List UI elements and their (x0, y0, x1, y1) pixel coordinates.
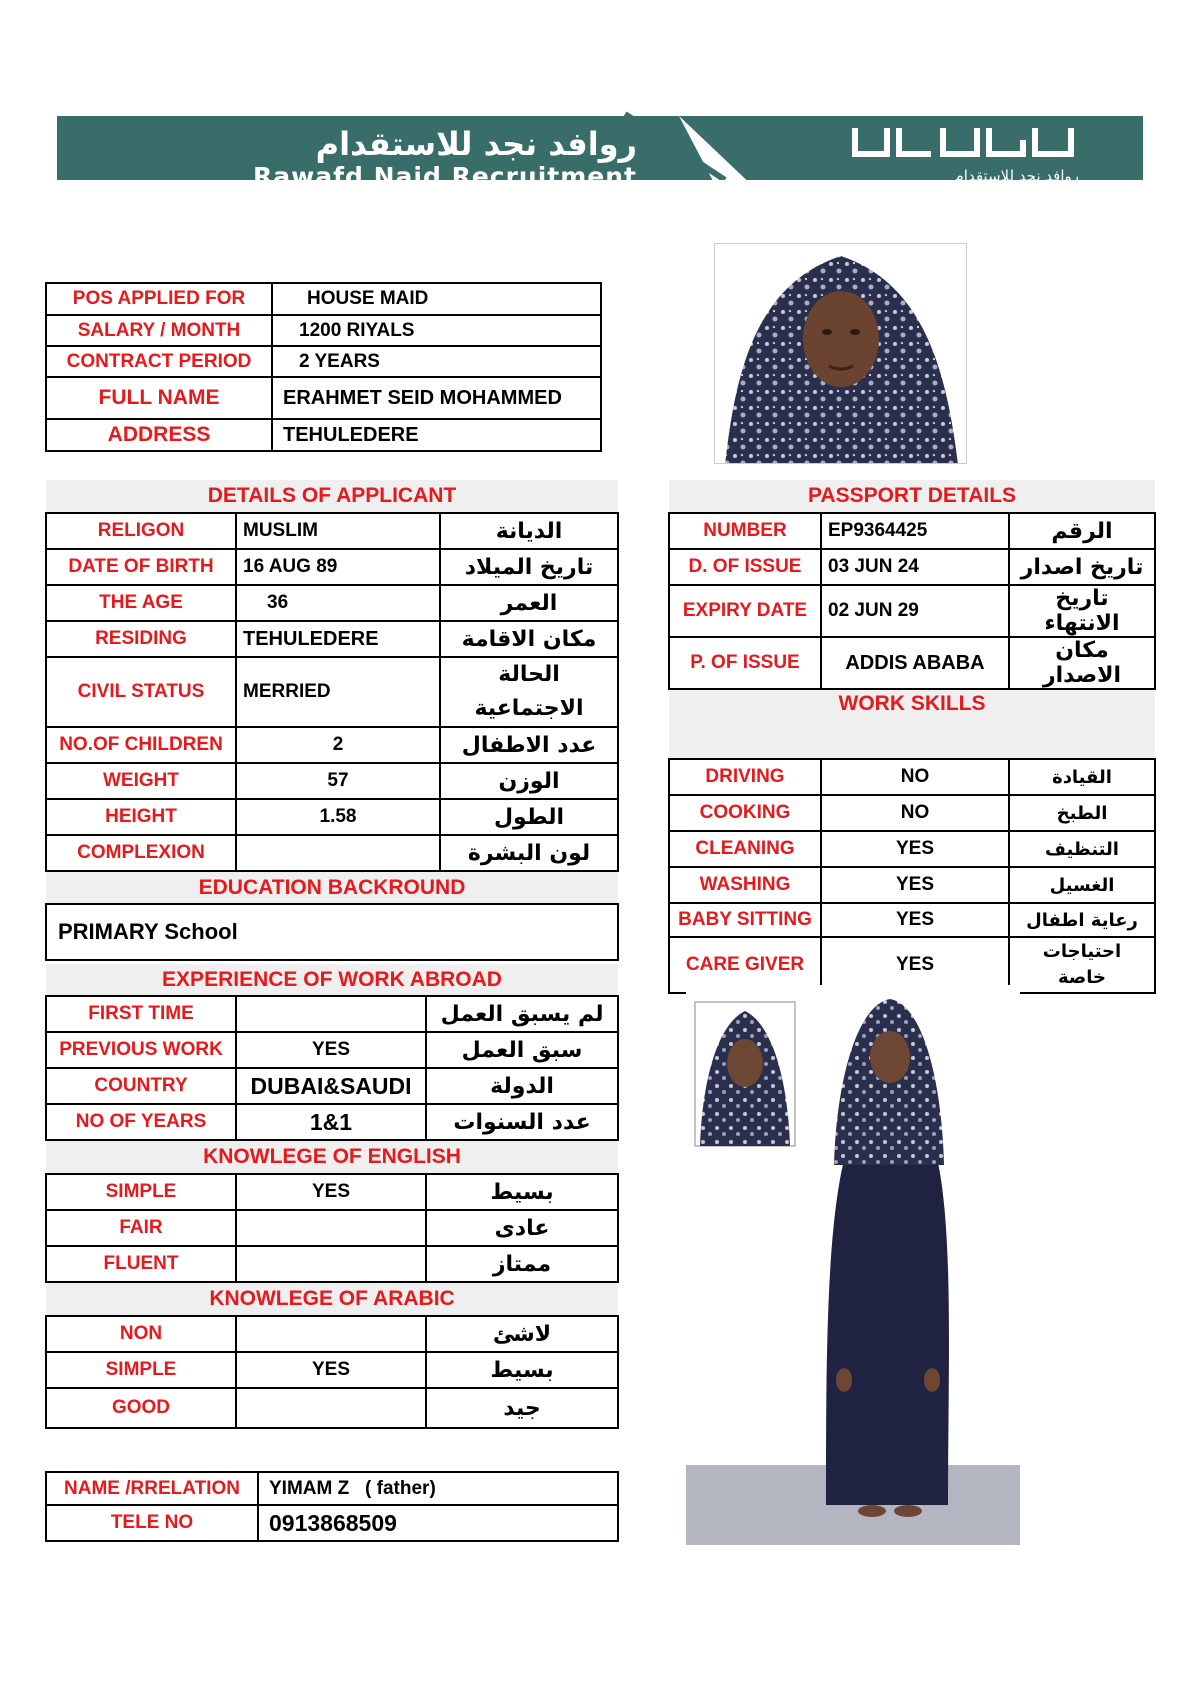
relation-label: NAME /RRELATION (46, 1472, 258, 1505)
arabic-non-value (236, 1316, 426, 1352)
table-row (46, 1505, 618, 1541)
applicant-details-table (45, 480, 619, 961)
religion-label-arabic: الديانة (440, 513, 618, 549)
cooking-label-arabic: الطبخ (1009, 795, 1155, 831)
table-row (46, 799, 618, 835)
years-label: NO OF YEARS (46, 1104, 236, 1140)
applicant-full-body-photo (686, 985, 1020, 1545)
address-label: ADDRESS (46, 419, 272, 451)
table-row (46, 763, 618, 799)
baby-sitting-value: YES (821, 903, 1009, 937)
children-label: NO.OF CHILDREN (46, 727, 236, 763)
dob-label: DATE OF BIRTH (46, 549, 236, 585)
table-row (46, 1472, 618, 1505)
arabic-good-label-arabic: جيد (426, 1388, 618, 1428)
table-row (46, 315, 601, 346)
salary-value: 1200 RIYALS (272, 315, 601, 346)
position-value: HOUSE MAID (272, 283, 601, 315)
section-title: KNOWLEGE OF ARABIC (46, 1282, 618, 1316)
passport-number-label-arabic: الرقم (1009, 513, 1155, 549)
issue-date-label-arabic: تاريخ اصدار (1009, 549, 1155, 585)
age-value: 36 (236, 585, 440, 621)
issue-place-value: ADDIS ABABA (821, 637, 1009, 689)
issue-date-value: 03 JUN 24 (821, 549, 1009, 585)
salary-label: SALARY / MONTH (46, 315, 272, 346)
contract-period-label: CONTRACT PERIOD (46, 346, 272, 377)
age-label: THE AGE (46, 585, 236, 621)
expiry-date-label-arabic: تاريخ الانتهاء (1009, 585, 1155, 637)
table-row (46, 513, 618, 549)
passport-number-value: EP9364425 (821, 513, 1009, 549)
english-fair-value (236, 1210, 426, 1246)
dob-label-arabic: تاريخ الميلاد (440, 549, 618, 585)
table-row (46, 904, 618, 960)
complexion-label: COMPLEXION (46, 835, 236, 871)
table-row (669, 867, 1155, 903)
table-row (46, 1068, 618, 1104)
children-label-arabic: عدد الاطفال (440, 727, 618, 763)
section-title: KNOWLEGE OF ENGLISH (46, 1140, 618, 1174)
english-fluent-label-arabic: ممتاز (426, 1246, 618, 1282)
table-row (46, 1032, 618, 1068)
table-row (46, 621, 618, 657)
driving-value: NO (821, 759, 1009, 795)
table-row (46, 1104, 618, 1140)
baby-sitting-label: BABY SITTING (669, 903, 821, 937)
education-value: PRIMARY School (46, 904, 618, 960)
english-simple-label: SIMPLE (46, 1174, 236, 1210)
washing-label-arabic: الغسيل (1009, 867, 1155, 903)
table-row (46, 1388, 618, 1428)
table-row (46, 1352, 618, 1388)
religion-label: RELIGON (46, 513, 236, 549)
cleaning-label: CLEANING (669, 831, 821, 867)
previous-work-label: PREVIOUS WORK (46, 1032, 236, 1068)
driving-label-arabic: القيادة (1009, 759, 1155, 795)
care-giver-value: YES (821, 937, 1009, 993)
table-row (669, 759, 1155, 795)
table-row (46, 377, 601, 419)
arabic-good-value (236, 1388, 426, 1428)
header-banner (57, 116, 1143, 200)
care-giver-label-arabic: احتياجات خاصة (1009, 937, 1155, 993)
english-fair-label-arabic: عادى (426, 1210, 618, 1246)
company-name-arabic: روافد نجد للاستقدام (315, 125, 637, 163)
expiry-date-value: 02 JUN 29 (821, 585, 1009, 637)
age-label-arabic: العمر (440, 585, 618, 621)
cooking-label: COOKING (669, 795, 821, 831)
previous-work-value: YES (236, 1032, 426, 1068)
civil-status-label: CIVIL STATUS (46, 657, 236, 727)
arabic-simple-label-arabic: بسيط (426, 1352, 618, 1388)
years-label-arabic: عدد السنوات (426, 1104, 618, 1140)
english-simple-label-arabic: بسيط (426, 1174, 618, 1210)
arabic-simple-value: YES (236, 1352, 426, 1388)
position-table (45, 282, 602, 452)
driving-label: DRIVING (669, 759, 821, 795)
passport-number-label: NUMBER (669, 513, 821, 549)
contract-period-value: 2 YEARS (272, 346, 601, 377)
table-row (46, 585, 618, 621)
experience-table (45, 964, 619, 1429)
dob-value: 16 AUG 89 (236, 549, 440, 585)
civil-status-label-arabic: الحالة الاجتماعية (440, 657, 618, 727)
first-time-label: FIRST TIME (46, 996, 236, 1032)
address-value: TEHULEDERE (272, 419, 601, 451)
table-row (46, 419, 601, 451)
table-row (46, 346, 601, 377)
country-label-arabic: الدولة (426, 1068, 618, 1104)
issue-place-label-arabic: مكان الاصدار (1009, 637, 1155, 689)
residing-label: RESIDING (46, 621, 236, 657)
weight-value: 57 (236, 763, 440, 799)
table-row (46, 1174, 618, 1210)
section-title: EDUCATION BACKROUND (46, 871, 618, 904)
height-label-arabic: الطول (440, 799, 618, 835)
full-name-label: FULL NAME (46, 377, 272, 419)
years-value: 1&1 (236, 1104, 426, 1140)
civil-status-value: MERRIED (236, 657, 440, 727)
applicant-portrait-photo (714, 243, 967, 464)
section-title: EXPERIENCE OF WORK ABROAD (46, 964, 618, 996)
table-row (46, 657, 618, 727)
table-row (46, 727, 618, 763)
table-row (669, 513, 1155, 549)
contact-table (45, 1471, 619, 1542)
expiry-date-label: EXPIRY DATE (669, 585, 821, 637)
relation-value: YIMAM Z ( father) (258, 1472, 618, 1505)
residing-value: TEHULEDERE (236, 621, 440, 657)
logo-mark-icon (847, 122, 1079, 162)
weight-label: WEIGHT (46, 763, 236, 799)
table-row (46, 549, 618, 585)
table-row (46, 283, 601, 315)
first-time-value (236, 996, 426, 1032)
english-fluent-label: FLUENT (46, 1246, 236, 1282)
position-label: POS APPLIED FOR (46, 283, 272, 315)
arabic-simple-label: SIMPLE (46, 1352, 236, 1388)
table-row (669, 549, 1155, 585)
country-label: COUNTRY (46, 1068, 236, 1104)
complexion-value (236, 835, 440, 871)
residing-label-arabic: مكان الاقامة (440, 621, 618, 657)
issue-place-label: P. OF ISSUE (669, 637, 821, 689)
cleaning-label-arabic: التنظيف (1009, 831, 1155, 867)
english-simple-value: YES (236, 1174, 426, 1210)
religion-value: MUSLIM (236, 513, 440, 549)
table-row (669, 831, 1155, 867)
weight-label-arabic: الوزن (440, 763, 618, 799)
section-title: DETAILS OF APPLICANT (46, 480, 618, 513)
company-name-english: Rawafd Najd Recruitment (253, 162, 637, 191)
cleaning-value: YES (821, 831, 1009, 867)
english-fair-label: FAIR (46, 1210, 236, 1246)
cooking-value: NO (821, 795, 1009, 831)
baby-sitting-label-arabic: رعاية اطفال (1009, 903, 1155, 937)
full-name-value: ERAHMET SEID MOHAMMED (272, 377, 601, 419)
company-logo (847, 122, 1107, 194)
care-giver-label: CARE GIVER (669, 937, 821, 993)
table-row (669, 637, 1155, 689)
country-value: DUBAI&SAUDI (236, 1068, 426, 1104)
table-row (46, 996, 618, 1032)
logo-caption: روافد نجد للاستقدام (954, 167, 1079, 185)
arabic-non-label-arabic: لاشئ (426, 1316, 618, 1352)
washing-label: WASHING (669, 867, 821, 903)
table-row (46, 835, 618, 871)
table-row (669, 903, 1155, 937)
arabic-good-label: GOOD (46, 1388, 236, 1428)
children-value: 2 (236, 727, 440, 763)
height-label: HEIGHT (46, 799, 236, 835)
previous-work-label-arabic: سبق العمل (426, 1032, 618, 1068)
issue-date-label: D. OF ISSUE (669, 549, 821, 585)
complexion-label-arabic: لون البشرة (440, 835, 618, 871)
section-title: PASSPORT DETAILS (669, 480, 1155, 513)
english-fluent-value (236, 1246, 426, 1282)
phone-label: TELE NO (46, 1505, 258, 1541)
passport-table (668, 480, 1156, 994)
section-title: WORK SKILLS (669, 689, 1155, 759)
table-row (46, 1246, 618, 1282)
table-row (46, 1210, 618, 1246)
phone-value: 0913868509 (258, 1505, 618, 1541)
table-row (669, 795, 1155, 831)
arabic-non-label: NON (46, 1316, 236, 1352)
table-row (46, 1316, 618, 1352)
table-row (669, 585, 1155, 637)
height-value: 1.58 (236, 799, 440, 835)
first-time-label-arabic: لم يسبق العمل (426, 996, 618, 1032)
washing-value: YES (821, 867, 1009, 903)
